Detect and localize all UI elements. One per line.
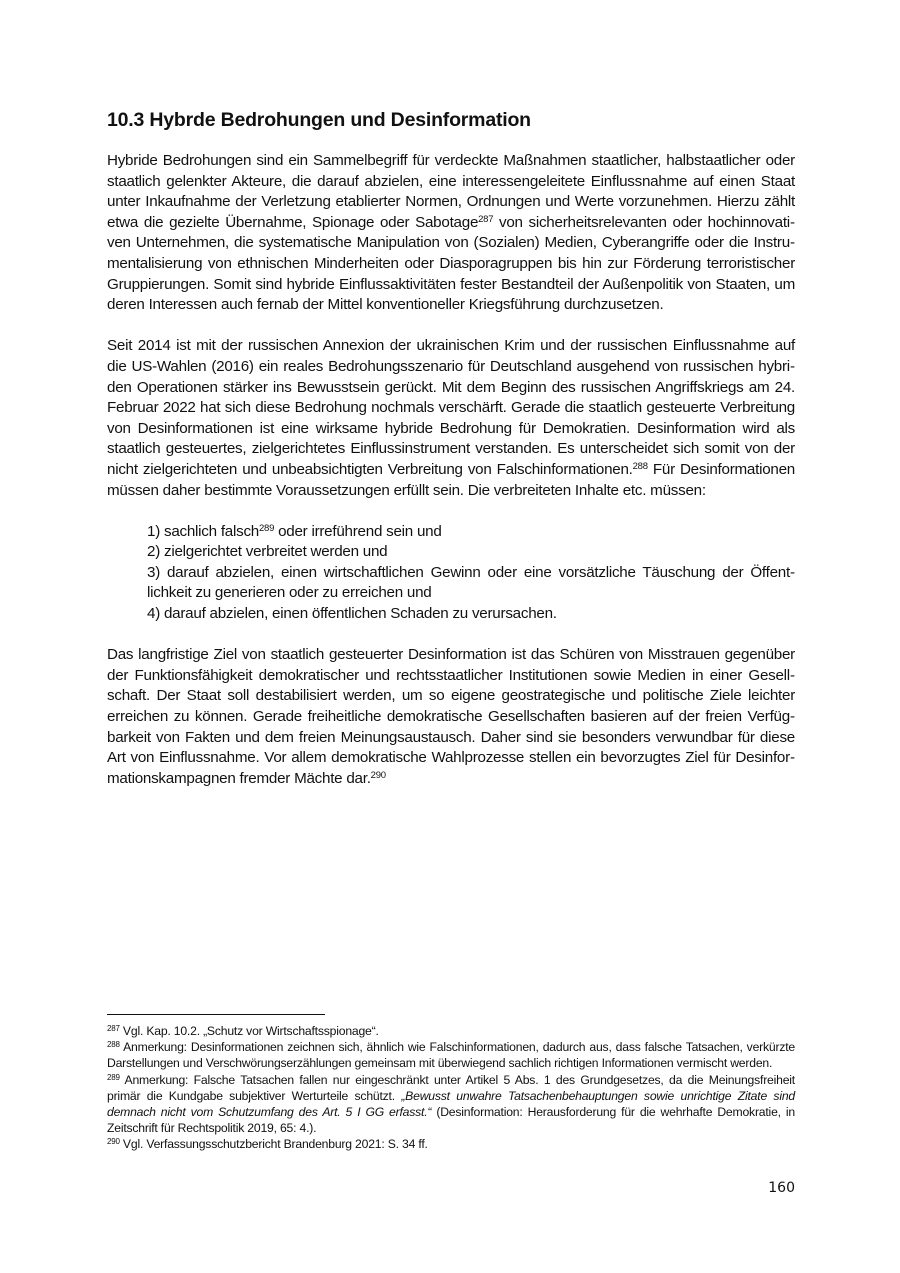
body-text xyxy=(107,151,795,810)
footnote-289 xyxy=(107,1072,795,1137)
footnote-number: 290 xyxy=(107,1137,120,1147)
paragraph-text: Hybride Bedrohungen sind ein Sammelbegriff für verdeckte Maßnahmen staatlicher, halbstaatlicher oder staatlich gelenkter Akteure, die darauf abzielen, eine interessengeleitete Einflussnahme auf einen Staat unter Inkaufnahme der Verletzung etablierter Normen, Ordnungen und Werte vorzunehmen. Hierzu zählt etwa die gezielte Übernahme, Spionage oder Sabotage xyxy=(107,152,795,231)
paragraph-text: Seit 2014 ist mit der russischen Annexion der ukrainischen Krim und der russischen Einflussnahme auf die US-Wahlen (2016) ein reales Bedrohungsszenario für Deutschland ausgehend von russischen hybriden Operationen stärker ins Bewusstsein gerückt. Mit dem Beginn des russischen Angriffskriegs am 24. Februar 2022 hat sich diese Bedrohung nochmals verschärft. Gerade die staatlich gesteuerte Verbreitung von Desinformationen ist eine wirksame hybride Bedrohung für Demokratien. Desinformation wird als staatlich gesteuertes, zielgerichtetes Einflussinstrument verstanden. Es unterscheidet sich somit von der nicht zielgerichteten und unbeabsichtigten Verbreitung von Falschinformationen. xyxy=(107,337,795,478)
footnote-text: Anmerkung: Falsche Tatsachen fallen nur eingeschränkt unter Artikel 5 Abs. 1 des Grundgesetzes, da die Meinungsfreiheit primär die Kundgabe subjektiver Werturteile schützt. xyxy=(107,1072,795,1103)
footnote-ref-288[interactable]: 288 xyxy=(632,460,648,472)
list-item xyxy=(147,522,795,543)
footnote-287 xyxy=(107,1023,795,1039)
footnote-ref-287[interactable]: 287 xyxy=(478,213,494,225)
paragraph-hybrid-threats xyxy=(107,151,795,316)
page-number: 160 xyxy=(768,1180,795,1196)
paragraph-text: von sicherheitsrelevanten oder hochinnovativen Unternehmen, die systematische Manipulation von (Sozialen) Medien, Cyberangriffe oder die Instrumentalisierung von ethnischen Minderheiten oder Diasporagruppen bis hin zur Förderung terroristischer Gruppierungen. Somit sind hybride Einflussaktivitäten fester Bestandteil der Außenpolitik von Staaten, um deren Interessen auch fernab der Mittel konventioneller Kriegsführung durchzusetzen. xyxy=(107,213,795,314)
list-item: 3) darauf abzielen, einen wirtschaftlichen Gewinn oder eine vorsätzliche Täuschung der Öffentlichkeit zu generieren oder zu erreichen und xyxy=(147,563,795,602)
list-item-text: 1) sachlich falsch xyxy=(147,522,259,540)
footnote-number: 289 xyxy=(107,1072,120,1082)
footnote-288 xyxy=(107,1039,795,1071)
footnotes xyxy=(107,1023,795,1153)
paragraph-text: Für Desinformationen müssen daher bestimmte Voraussetzungen erfüllt sein. Die verbreiteten Inhalte etc. müssen: xyxy=(107,460,795,499)
section-heading: 10.3 Hybrde Bedrohungen und Desinformation xyxy=(107,109,531,131)
list-item: 4) darauf abzielen, einen öffentlichen Schaden zu verursachen. xyxy=(147,605,557,623)
footnote-290 xyxy=(107,1136,795,1152)
paragraph-long-term-goal xyxy=(107,645,795,789)
footnote-text: Vgl. Verfassungsschutzbericht Brandenburg 2021: S. 34 ff. xyxy=(119,1137,428,1152)
document-page xyxy=(107,0,795,1273)
paragraph-text: Das langfristige Ziel von staatlich gesteuerter Desinformation ist das Schüren von Misstrauen gegenüber der Funktionsfähigkeit demokratischer und rechtsstaatlicher Institutionen sowie Medien in einer Gesellschaft. Der Staat soll destabilisiert werden, um so eigene geostrategische und politische Ziele leichter erreichen zu können. Gerade freiheitliche demokratische Gesellschaften basieren auf der freien Verfügbarkeit von Fakten und dem freien Meinungsaustausch. Daher sind sie besonders verwundbar für diese Art von Einflussnahme. Vor allem demokratische Wahlprozesse stellen ein bevorzugtes Ziel für Desinformationskampagnen fremder Mächte dar. xyxy=(107,646,795,787)
footnote-divider xyxy=(107,1014,325,1015)
paragraph-russia-disinformation xyxy=(107,336,795,501)
list-item: 2) zielgerichtet verbreitet werden und xyxy=(147,543,388,561)
footnote-text: Anmerkung: Desinformationen zeichnen sich, ähnlich wie Falschinformationen, dadurch aus, dass falsche Tatsachen, verkürzte Darstellungen und Verschwörungserzählungen gemeinsam mit überwiegend sachlich richtigen Informationen vermischt werden. xyxy=(107,1040,795,1071)
footnote-text: (Desinformation: Herausforderung für die wehrhafte Demokratie, in Zeitschrift für Rechtspolitik 2019, 65: 4.). xyxy=(107,1105,795,1136)
list-item-text: oder irreführend sein und xyxy=(274,522,442,540)
footnote-number: 288 xyxy=(107,1040,120,1050)
criteria-list xyxy=(107,522,795,625)
footnote-ref-289[interactable]: 289 xyxy=(259,522,275,534)
footnote-ref-290[interactable]: 290 xyxy=(370,769,386,781)
footnote-number: 287 xyxy=(107,1024,120,1033)
footnote-text: Vgl. Kap. 10.2. „Schutz vor Wirtschaftsspionage“. xyxy=(119,1024,379,1038)
footnote-quote: „Bewusst unwahre Tatsachenbehauptungen sowie unrichtige Zitate sind demnach nicht vom Schutzumfang des Art. 5 I GG erfasst.“ xyxy=(107,1088,795,1120)
